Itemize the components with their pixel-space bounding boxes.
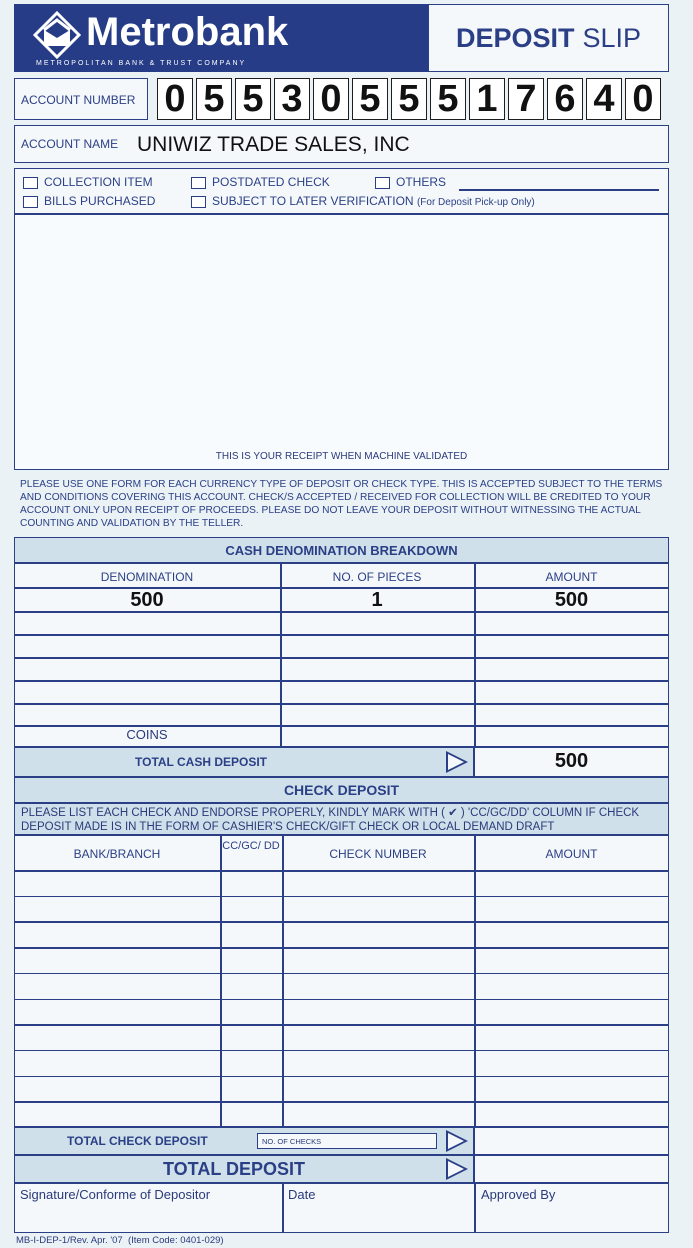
check-divider — [282, 835, 284, 1127]
account-number-label: ACCOUNT NUMBER — [21, 93, 136, 107]
no-of-checks-label: NO. OF CHECKS — [262, 1137, 322, 1146]
check-row-line — [14, 999, 669, 1001]
check-row-line — [14, 1050, 669, 1052]
total-deposit-box — [474, 1155, 669, 1183]
form-code: MB-I-DEP-1/Rev. Apr. '07 (Item Code: 0401-029) — [16, 1235, 224, 1246]
approved-label: Approved By — [481, 1187, 556, 1202]
row1-pieces: 1 — [371, 589, 383, 611]
play-arrow-icon — [446, 1158, 468, 1180]
checkbox-icon[interactable] — [191, 196, 206, 208]
metrobank-logo-icon — [32, 10, 82, 60]
footer-divider — [282, 1183, 284, 1233]
account-name-label: ACCOUNT NAME — [21, 137, 119, 151]
account-number-label-box — [14, 78, 148, 120]
checkbox-icon[interactable] — [23, 177, 38, 189]
check-row-line — [14, 896, 669, 898]
account-number-digit: 6 — [547, 78, 583, 120]
option-others-label: OTHERS — [396, 175, 447, 189]
account-number-digit: 5 — [430, 78, 466, 120]
check-row-line — [14, 870, 669, 872]
account-number-digit: 7 — [508, 78, 544, 120]
option-postdated-check[interactable] — [191, 175, 330, 189]
play-arrow-icon — [446, 1130, 468, 1152]
option-others[interactable] — [375, 175, 446, 189]
check-row-line — [14, 973, 669, 975]
signature-label: Signature/Conforme of Depositor — [20, 1187, 211, 1202]
account-name-box — [14, 125, 669, 163]
total-cash-label-text: TOTAL CASH DEPOSIT — [135, 755, 268, 769]
no-of-checks-field[interactable] — [257, 1133, 437, 1149]
slip-title-rest: SLIP — [582, 22, 642, 53]
instructions-text: PLEASE USE ONE FORM FOR EACH CURRENCY TYPE OF DEPOSIT OR CHECK TYPE. THIS IS ACCEPTED SUBJECT TO THE TERMS AND CONDITIONS COVERING THIS ACCOUNT. CHECK/S ACCEPTED / RECEIVED FOR COLLECTION WILL BE CREDITED TO YOUR ACCOUNT ONLY UPON RECEIPT OF PROCEEDS. PLEASE DO NOT LEAVE YOUR DEPOSIT WITHOUT WITNESSING THE ACTUAL COUNTING AND VALIDATION BY THE TELLER. — [20, 479, 663, 529]
slip-title — [428, 4, 669, 72]
total-check-label-text: TOTAL CHECK DEPOSIT — [67, 1134, 208, 1148]
check-row-line — [14, 921, 669, 923]
account-name-value: UNIWIZ TRADE SALES, INC — [137, 133, 410, 156]
option-subject-note: (For Deposit Pick-up Only) — [416, 197, 535, 208]
others-line — [459, 189, 659, 191]
account-number-digit: 0 — [625, 78, 661, 120]
option-collection-item-label: COLLECTION ITEM — [44, 175, 153, 189]
total-cash-value: 500 — [554, 750, 589, 772]
col-check-number: CHECK NUMBER — [329, 847, 427, 861]
check-instruction-box — [14, 803, 669, 835]
account-number-digit: 3 — [274, 78, 310, 120]
account-number-digit: 4 — [586, 78, 622, 120]
check-section-title: CHECK DEPOSIT — [14, 777, 669, 803]
option-postdated-check-label: POSTDATED CHECK — [212, 175, 330, 189]
slip-title-bold: DEPOSIT — [455, 22, 575, 53]
account-number-digit: 5 — [235, 78, 271, 120]
col-ccgcdd: CC/GC/ DD — [222, 840, 280, 852]
cash-row-line — [14, 634, 669, 636]
cash-section-title: CASH DENOMINATION BREAKDOWN — [14, 537, 669, 563]
total-deposit-label-text: TOTAL DEPOSIT — [162, 1158, 305, 1179]
coins-label: COINS — [126, 727, 168, 742]
check-divider — [220, 835, 222, 1127]
option-bills-purchased-label: BILLS PURCHASED — [44, 194, 156, 208]
checkbox-icon[interactable] — [191, 177, 206, 189]
option-subject-later-label: SUBJECT TO LATER VERIFICATION — [212, 194, 414, 208]
check-row-line — [14, 947, 669, 949]
account-number-digit: 5 — [352, 78, 388, 120]
row1-denomination: 500 — [130, 589, 164, 611]
check-row-line — [14, 1076, 669, 1078]
deposit-options-box — [14, 168, 669, 214]
account-number-digit: 5 — [391, 78, 427, 120]
date-label: Date — [288, 1187, 316, 1202]
bank-header — [14, 4, 428, 72]
checkbox-icon[interactable] — [23, 196, 38, 208]
total-deposit-label — [14, 1155, 474, 1183]
bank-name: Metrobank — [86, 10, 289, 54]
option-collection-item[interactable] — [23, 175, 153, 189]
col-bank-branch: BANK/BRANCH — [73, 847, 161, 861]
receipt-area — [14, 214, 669, 470]
col-check-amount: AMOUNT — [545, 847, 598, 861]
account-number-digit: 1 — [469, 78, 505, 120]
total-check-box — [474, 1127, 669, 1155]
account-number-digit: 5 — [196, 78, 232, 120]
check-row-line — [14, 1024, 669, 1026]
col-amount: AMOUNT — [545, 570, 598, 584]
play-arrow-icon — [446, 751, 468, 773]
check-row-line — [14, 1101, 669, 1103]
row1-amount: 500 — [554, 589, 589, 611]
account-number-digit: 0 — [157, 78, 193, 120]
cash-row-line — [14, 680, 669, 682]
total-cash-label — [14, 747, 474, 777]
col-pieces: NO. OF PIECES — [332, 570, 422, 584]
checkbox-icon[interactable] — [375, 177, 390, 189]
receipt-note: THIS IS YOUR RECEIPT WHEN MACHINE VALIDATED — [215, 451, 468, 462]
cash-row-line — [14, 703, 669, 705]
check-table — [14, 835, 669, 1127]
bank-tagline: METROPOLITAN BANK & TRUST COMPANY — [36, 60, 247, 67]
cash-row-line — [14, 657, 669, 659]
col-denomination: DENOMINATION — [100, 570, 194, 584]
account-number-digit: 0 — [313, 78, 349, 120]
footer-divider — [474, 1183, 476, 1233]
option-subject-later[interactable] — [191, 194, 535, 208]
check-instruction: PLEASE LIST EACH CHECK AND ENDORSE PROPERLY, KINDLY MARK WITH ( ✔ ) 'CC/GC/DD' COLUMN IF CHECK DEPOSIT MADE IS IN THE FORM OF CASHIER'S CHECK/GIFT CHECK OR LOCAL DEMAND DRAFT — [21, 807, 640, 833]
option-bills-purchased[interactable] — [23, 194, 155, 208]
